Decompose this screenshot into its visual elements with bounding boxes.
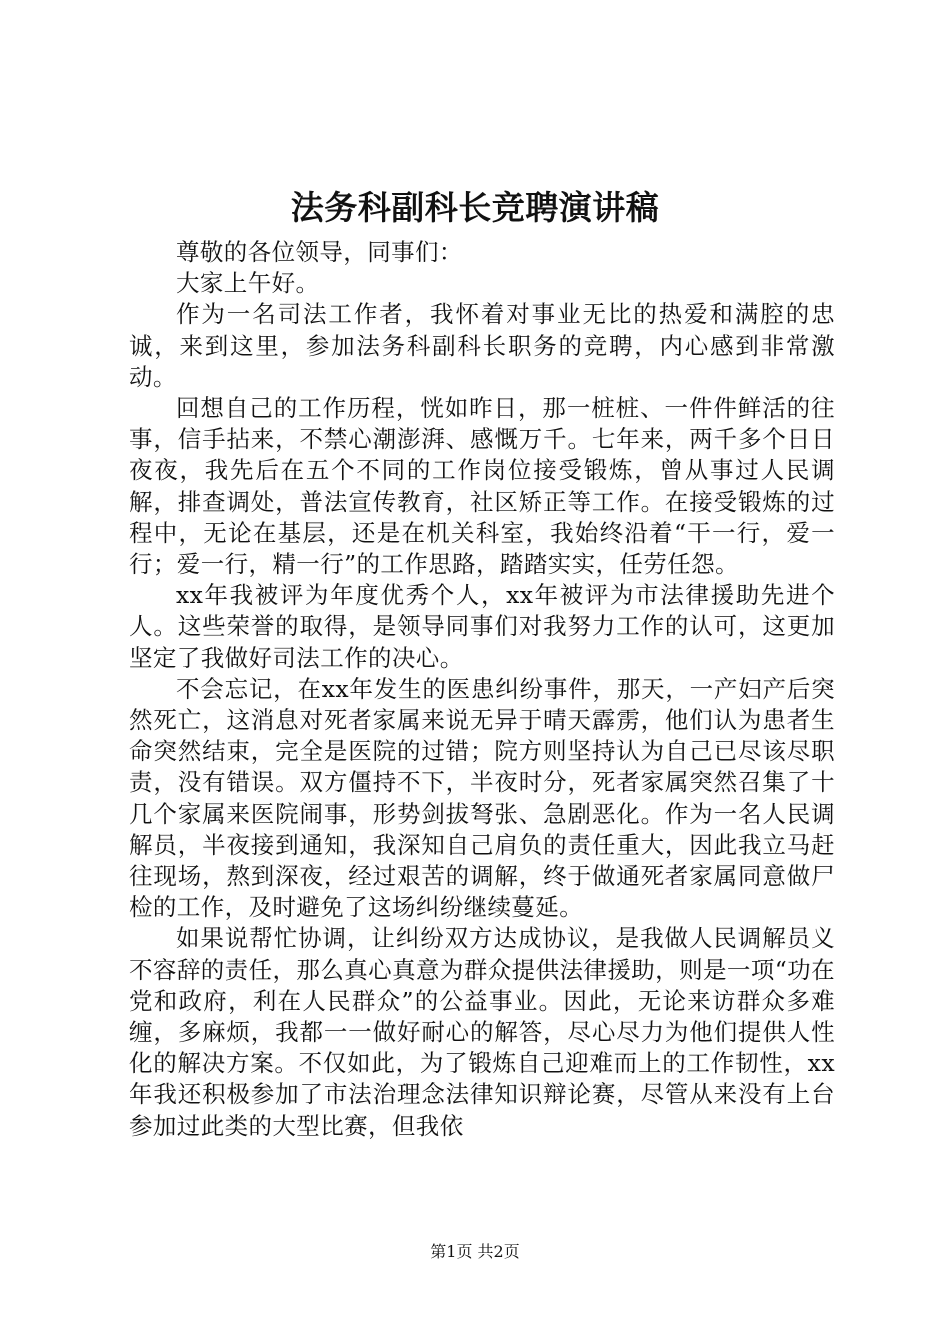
- paragraph-greeting: 尊敬的各位领导，同事们：: [176, 238, 463, 266]
- page-number: 第1页 共2页: [430, 1242, 520, 1261]
- paragraph-honors: xx年我被评为年度优秀个人，xx年被评为市法律援助先进个人。这些荣誉的取得，是领导同事们对我努力工作的认可，这更加坚定了我做好司法工作的决心。: [129, 581, 835, 672]
- paragraph-work-history: 回想自己的工作历程，恍如昨日，那一桩桩、一件件鲜活的往事，信手拈来，不禁心潮澎湃、感慨万千。七年来，两千多个日日夜夜，我先后在五个不同的工作岗位接受锻炼，曾从事过人民调解，排查调处，普法宣传教育，社区矫正等工作。在接受锻炼的过程中，无论在基层，还是在机关科室，我始终沿着“干一行，爱一行；爱一行，精一行”的工作思路，踏踏实实，任劳任怨。: [129, 394, 835, 579]
- document-body: [129, 237, 835, 1142]
- paragraph-intro: 作为一名司法工作者，我怀着对事业无比的热爱和满腔的忠诚，来到这里，参加法务科副科长职务的竞聘，内心感到非常激动。: [129, 300, 835, 391]
- paragraph-dispute-case: 不会忘记，在xx年发生的医患纠纷事件，那天，一产妇产后突然死亡，这消息对死者家属来说无异于晴天霹雳，他们认为患者生命突然结束，完全是医院的过错；院方则坚持认为自己已尽该尽职责，没有错误。双方僵持不下，半夜时分，死者家属突然召集了十几个家属来医院闹事，形势剑拔弩张、急剧恶化。作为一名人民调解员，半夜接到通知，我深知自己肩负的责任重大，因此我立马赶往现场，熬到深夜，经过艰苦的调解，终于做通死者家属同意做尸检的工作，及时避免了这场纠纷继续蔓延。: [129, 674, 835, 922]
- document-title: 法务科副科长竞聘演讲稿: [290, 188, 660, 227]
- paragraph-hello: 大家上午好。: [176, 269, 320, 298]
- paragraph-legal-aid: 如果说帮忙协调，让纠纷双方达成协议，是我做人民调解员义不容辞的责任，那么真心真意为群众提供法律援助，则是一项“功在党和政府，利在人民群众”的公益事业。因此，无论来访群众多难缠，多麻烦，我都一一做好耐心的解答，尽心尽力为他们提供人性化的解决方案。不仅如此，为了锻炼自己迎难而上的工作韧性，xx年我还积极参加了市法治理念法律知识辩论赛，尽管从来没有上台参加过此类的大型比赛，但我依: [129, 924, 835, 1140]
